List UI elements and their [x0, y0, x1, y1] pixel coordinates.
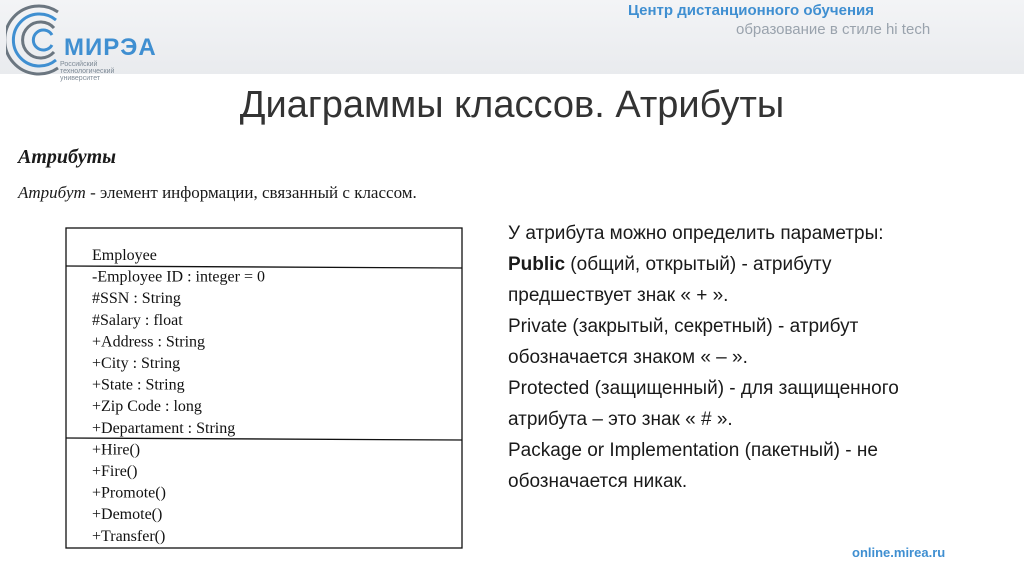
public-continuation: предшествует знак « + ». [508, 285, 729, 306]
uml-attribute: +Address : String [92, 333, 206, 351]
protected-line-1: Protected (защищенный) - для защищенного [508, 378, 899, 399]
private-line-1: Private (закрытый, секретный) - атрибут [508, 316, 859, 337]
private-line-2: обозначается знаком « – ». [508, 347, 748, 368]
uml-class-name: Employee [92, 247, 157, 264]
uml-attribute: +City : String [92, 355, 181, 372]
uml-attribute: #SSN : String [92, 290, 181, 308]
uml-attribute: -Employee ID : integer = 0 [92, 268, 265, 286]
definition-term: Атрибут [18, 183, 86, 202]
uml-attribute: #Salary : float [92, 311, 183, 329]
protected-line-2: атрибута – это знак « # ». [508, 409, 733, 430]
uml-operation: +Promote() [92, 484, 166, 502]
package-line-1: Package or Implementation (пакетный) - не [508, 440, 878, 461]
uml-attribute: +Zip Code : long [92, 398, 202, 416]
uml-operation: +Hire() [92, 441, 141, 459]
slogan: образование в стиле hi tech [736, 21, 931, 38]
public-description: (общий, открытый) - атрибуту [565, 254, 832, 275]
section-heading: Атрибуты [18, 146, 117, 168]
center-name: Центр дистанционного обучения [628, 2, 874, 19]
public-line [508, 249, 1008, 280]
slide-title: Диаграммы классов. Атрибуты [239, 84, 785, 126]
uml-class-diagram [60, 222, 470, 556]
uml-attribute: +Departament : String [92, 419, 236, 437]
definition [18, 183, 417, 203]
attribute-parameters [508, 218, 1008, 497]
uml-operation: +Transfer() [92, 527, 166, 545]
mirea-logo [6, 0, 186, 80]
uml-operation: +Fire() [92, 463, 138, 480]
footer-url[interactable]: online.mirea.ru [852, 545, 946, 560]
logo-text: МИРЭА [64, 34, 157, 61]
definition-text: - элемент информации, связанный с классом. [85, 183, 417, 202]
logo-subtitle: Российский технологический университет [60, 61, 115, 82]
public-term: Public [508, 254, 566, 275]
uml-attribute: +State : String [92, 376, 185, 394]
package-line-2: обозначается никак. [508, 471, 688, 492]
uml-operation: +Demote() [92, 506, 163, 524]
parameters-intro: У атрибута можно определить параметры: [508, 223, 884, 244]
